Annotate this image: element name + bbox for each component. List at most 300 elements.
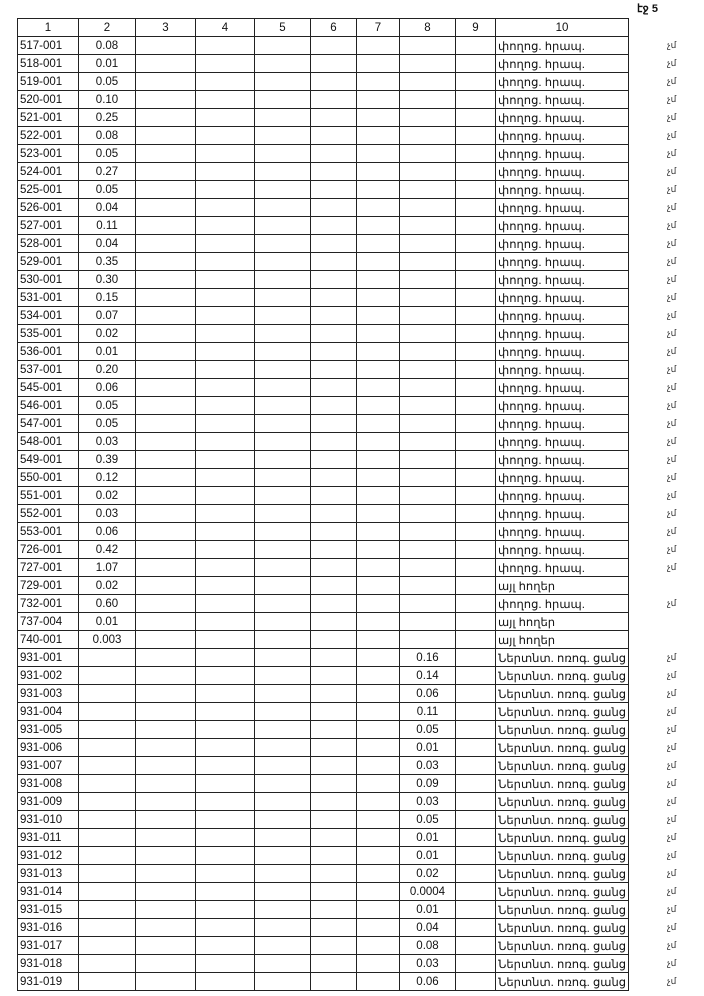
margin-note: չմ (667, 670, 677, 680)
land-parcel-table (17, 18, 629, 991)
cell-col-6 (311, 55, 357, 73)
cell-col-9 (456, 721, 496, 739)
cell-col-3 (136, 847, 196, 865)
cell-col-4 (196, 541, 255, 559)
cell-col-1: 527-001 (18, 217, 79, 235)
table-row (18, 595, 629, 613)
cell-col-6 (311, 811, 357, 829)
cell-col-10: փողոց. հրապ. (496, 451, 629, 469)
cell-col-8 (400, 505, 456, 523)
margin-note: չմ (667, 238, 677, 248)
cell-col-4 (196, 307, 255, 325)
cell-col-2: 0.27 (79, 163, 136, 181)
cell-col-2: 0.06 (79, 379, 136, 397)
cell-col-1: 931-015 (18, 901, 79, 919)
cell-col-3 (136, 469, 196, 487)
cell-col-5 (255, 55, 311, 73)
cell-col-6 (311, 523, 357, 541)
cell-col-9 (456, 487, 496, 505)
column-header-3: 3 (136, 19, 196, 37)
cell-col-7 (357, 955, 400, 973)
cell-col-8: 0.01 (400, 829, 456, 847)
cell-col-9 (456, 199, 496, 217)
cell-col-9 (456, 73, 496, 91)
cell-col-6 (311, 559, 357, 577)
cell-col-2 (79, 847, 136, 865)
cell-col-1: 548-001 (18, 433, 79, 451)
column-header-4: 4 (196, 19, 255, 37)
cell-col-2: 0.02 (79, 577, 136, 595)
cell-col-10: փողոց. հրապ. (496, 433, 629, 451)
cell-col-3 (136, 361, 196, 379)
cell-col-9 (456, 559, 496, 577)
cell-col-1: 931-011 (18, 829, 79, 847)
cell-col-8 (400, 361, 456, 379)
cell-col-4 (196, 325, 255, 343)
cell-col-10: Ներտնտ. ոռոգ. ցանց (496, 721, 629, 739)
margin-note: չմ (667, 364, 677, 374)
cell-col-7 (357, 757, 400, 775)
cell-col-6 (311, 271, 357, 289)
cell-col-1: 545-001 (18, 379, 79, 397)
cell-col-8 (400, 73, 456, 91)
cell-col-4 (196, 109, 255, 127)
table-row (18, 847, 629, 865)
cell-col-1: 523-001 (18, 145, 79, 163)
table-row (18, 73, 629, 91)
cell-col-4 (196, 235, 255, 253)
cell-col-1: 521-001 (18, 109, 79, 127)
cell-col-2 (79, 919, 136, 937)
table-row (18, 883, 629, 901)
cell-col-7 (357, 37, 400, 55)
margin-note: չմ (667, 292, 677, 302)
cell-col-6 (311, 901, 357, 919)
cell-col-1: 740-001 (18, 631, 79, 649)
table-row (18, 613, 629, 631)
header-row (18, 19, 629, 37)
cell-col-5 (255, 757, 311, 775)
cell-col-2 (79, 955, 136, 973)
cell-col-2 (79, 775, 136, 793)
cell-col-10: այլ հողեր (496, 577, 629, 595)
cell-col-3 (136, 793, 196, 811)
cell-col-5 (255, 721, 311, 739)
cell-col-6 (311, 289, 357, 307)
cell-col-5 (255, 595, 311, 613)
cell-col-5 (255, 91, 311, 109)
cell-col-8 (400, 631, 456, 649)
cell-col-10: Ներտնտ. ոռոգ. ցանց (496, 739, 629, 757)
cell-col-9 (456, 505, 496, 523)
cell-col-1: 553-001 (18, 523, 79, 541)
margin-note: չմ (667, 904, 677, 914)
margin-note: չմ (667, 202, 677, 212)
table-row (18, 721, 629, 739)
margin-note: չմ (667, 868, 677, 878)
margin-note: չմ (667, 508, 677, 518)
cell-col-1: 931-016 (18, 919, 79, 937)
cell-col-5 (255, 109, 311, 127)
column-header-5: 5 (255, 19, 311, 37)
table-row (18, 937, 629, 955)
cell-col-8: 0.02 (400, 865, 456, 883)
cell-col-1: 727-001 (18, 559, 79, 577)
cell-col-6 (311, 253, 357, 271)
cell-col-8 (400, 469, 456, 487)
cell-col-10: Ներտնտ. ոռոգ. ցանց (496, 829, 629, 847)
table-row (18, 865, 629, 883)
table-row (18, 163, 629, 181)
cell-col-3 (136, 217, 196, 235)
cell-col-1: 524-001 (18, 163, 79, 181)
cell-col-7 (357, 865, 400, 883)
cell-col-1: 518-001 (18, 55, 79, 73)
table-row (18, 433, 629, 451)
margin-note: չմ (667, 706, 677, 716)
cell-col-1: 519-001 (18, 73, 79, 91)
cell-col-8: 0.06 (400, 973, 456, 991)
cell-col-7 (357, 487, 400, 505)
cell-col-6 (311, 649, 357, 667)
table-row (18, 91, 629, 109)
cell-col-7 (357, 559, 400, 577)
margin-note: չմ (667, 274, 677, 284)
cell-col-9 (456, 811, 496, 829)
cell-col-3 (136, 649, 196, 667)
cell-col-4 (196, 955, 255, 973)
cell-col-2: 0.01 (79, 55, 136, 73)
cell-col-9 (456, 775, 496, 793)
cell-col-2 (79, 883, 136, 901)
cell-col-7 (357, 397, 400, 415)
cell-col-3 (136, 973, 196, 991)
cell-col-5 (255, 577, 311, 595)
cell-col-9 (456, 901, 496, 919)
cell-col-4 (196, 649, 255, 667)
margin-note: չմ (667, 958, 677, 968)
margin-note: չմ (667, 328, 677, 338)
cell-col-9 (456, 937, 496, 955)
cell-col-6 (311, 667, 357, 685)
cell-col-8 (400, 127, 456, 145)
cell-col-4 (196, 865, 255, 883)
cell-col-7 (357, 739, 400, 757)
margin-note: չմ (667, 112, 677, 122)
cell-col-5 (255, 775, 311, 793)
cell-col-6 (311, 613, 357, 631)
cell-col-4 (196, 181, 255, 199)
cell-col-4 (196, 379, 255, 397)
cell-col-5 (255, 505, 311, 523)
cell-col-6 (311, 757, 357, 775)
cell-col-1: 551-001 (18, 487, 79, 505)
cell-col-9 (456, 379, 496, 397)
cell-col-2: 0.05 (79, 145, 136, 163)
cell-col-1: 931-012 (18, 847, 79, 865)
cell-col-3 (136, 199, 196, 217)
cell-col-4 (196, 523, 255, 541)
margin-note: չմ (667, 130, 677, 140)
cell-col-4 (196, 739, 255, 757)
cell-col-10: Ներտնտ. ոռոգ. ցանց (496, 883, 629, 901)
cell-col-5 (255, 451, 311, 469)
cell-col-5 (255, 919, 311, 937)
cell-col-1: 517-001 (18, 37, 79, 55)
cell-col-4 (196, 433, 255, 451)
cell-col-1: 549-001 (18, 451, 79, 469)
cell-col-8 (400, 613, 456, 631)
cell-col-7 (357, 469, 400, 487)
cell-col-1: 931-002 (18, 667, 79, 685)
cell-col-7 (357, 883, 400, 901)
cell-col-6 (311, 721, 357, 739)
cell-col-5 (255, 649, 311, 667)
cell-col-3 (136, 307, 196, 325)
cell-col-7 (357, 289, 400, 307)
cell-col-6 (311, 685, 357, 703)
cell-col-9 (456, 271, 496, 289)
cell-col-4 (196, 145, 255, 163)
cell-col-3 (136, 937, 196, 955)
cell-col-2: 0.01 (79, 613, 136, 631)
cell-col-4 (196, 397, 255, 415)
cell-col-6 (311, 109, 357, 127)
cell-col-10: Ներտնտ. ոռոգ. ցանց (496, 901, 629, 919)
table-row (18, 307, 629, 325)
cell-col-5 (255, 685, 311, 703)
cell-col-5 (255, 703, 311, 721)
cell-col-8 (400, 163, 456, 181)
cell-col-2: 0.04 (79, 235, 136, 253)
column-header-6: 6 (311, 19, 357, 37)
cell-col-4 (196, 163, 255, 181)
cell-col-6 (311, 127, 357, 145)
table-row (18, 541, 629, 559)
cell-col-4 (196, 199, 255, 217)
cell-col-7 (357, 631, 400, 649)
cell-col-7 (357, 217, 400, 235)
margin-note: չմ (667, 40, 677, 50)
cell-col-3 (136, 91, 196, 109)
cell-col-8: 0.01 (400, 901, 456, 919)
cell-col-7 (357, 235, 400, 253)
cell-col-3 (136, 271, 196, 289)
cell-col-2: 0.07 (79, 307, 136, 325)
cell-col-9 (456, 739, 496, 757)
cell-col-2 (79, 721, 136, 739)
cell-col-5 (255, 883, 311, 901)
cell-col-8 (400, 559, 456, 577)
cell-col-9 (456, 235, 496, 253)
cell-col-4 (196, 91, 255, 109)
cell-col-8: 0.11 (400, 703, 456, 721)
cell-col-3 (136, 559, 196, 577)
cell-col-4 (196, 811, 255, 829)
cell-col-10: Ներտնտ. ոռոգ. ցանց (496, 811, 629, 829)
cell-col-6 (311, 451, 357, 469)
cell-col-2 (79, 757, 136, 775)
cell-col-2: 0.11 (79, 217, 136, 235)
cell-col-2 (79, 937, 136, 955)
cell-col-10: փողոց. հրապ. (496, 91, 629, 109)
cell-col-9 (456, 145, 496, 163)
cell-col-5 (255, 145, 311, 163)
cell-col-10: փողոց. հրապ. (496, 163, 629, 181)
margin-note: չմ (667, 310, 677, 320)
cell-col-8: 0.08 (400, 937, 456, 955)
cell-col-3 (136, 613, 196, 631)
cell-col-2 (79, 649, 136, 667)
cell-col-8: 0.05 (400, 721, 456, 739)
table-row (18, 253, 629, 271)
cell-col-1: 737-004 (18, 613, 79, 631)
cell-col-8 (400, 55, 456, 73)
cell-col-6 (311, 775, 357, 793)
cell-col-10: փողոց. հրապ. (496, 199, 629, 217)
cell-col-7 (357, 325, 400, 343)
cell-col-9 (456, 955, 496, 973)
cell-col-1: 931-010 (18, 811, 79, 829)
cell-col-6 (311, 343, 357, 361)
column-header-8: 8 (400, 19, 456, 37)
margin-note: չմ (667, 220, 677, 230)
cell-col-8: 0.05 (400, 811, 456, 829)
cell-col-9 (456, 289, 496, 307)
cell-col-10: փողոց. հրապ. (496, 343, 629, 361)
cell-col-1: 547-001 (18, 415, 79, 433)
cell-col-5 (255, 559, 311, 577)
cell-col-9 (456, 253, 496, 271)
cell-col-4 (196, 667, 255, 685)
cell-col-6 (311, 91, 357, 109)
cell-col-10: Ներտնտ. ոռոգ. ցանց (496, 847, 629, 865)
cell-col-2 (79, 973, 136, 991)
cell-col-4 (196, 559, 255, 577)
cell-col-7 (357, 523, 400, 541)
cell-col-10: Ներտնտ. ոռոգ. ցանց (496, 775, 629, 793)
cell-col-5 (255, 667, 311, 685)
table-row (18, 451, 629, 469)
column-header-10: 10 (496, 19, 629, 37)
cell-col-3 (136, 145, 196, 163)
cell-col-7 (357, 145, 400, 163)
table-row (18, 577, 629, 595)
cell-col-1: 536-001 (18, 343, 79, 361)
cell-col-6 (311, 199, 357, 217)
cell-col-5 (255, 937, 311, 955)
cell-col-10: փողոց. հրապ. (496, 145, 629, 163)
cell-col-10: Ներտնտ. ոռոգ. ցանց (496, 793, 629, 811)
cell-col-2: 0.30 (79, 271, 136, 289)
cell-col-8 (400, 109, 456, 127)
cell-col-2: 0.03 (79, 433, 136, 451)
cell-col-5 (255, 343, 311, 361)
cell-col-9 (456, 217, 496, 235)
cell-col-4 (196, 73, 255, 91)
cell-col-10: փողոց. հրապ. (496, 415, 629, 433)
cell-col-10: Ներտնտ. ոռոգ. ցանց (496, 703, 629, 721)
cell-col-4 (196, 793, 255, 811)
table-row (18, 829, 629, 847)
cell-col-6 (311, 703, 357, 721)
cell-col-10: Ներտնտ. ոռոգ. ցանց (496, 937, 629, 955)
cell-col-4 (196, 253, 255, 271)
cell-col-5 (255, 901, 311, 919)
table-row (18, 217, 629, 235)
cell-col-7 (357, 829, 400, 847)
cell-col-8 (400, 253, 456, 271)
column-header-7: 7 (357, 19, 400, 37)
cell-col-8: 0.09 (400, 775, 456, 793)
cell-col-8 (400, 415, 456, 433)
cell-col-4 (196, 577, 255, 595)
table-row (18, 559, 629, 577)
cell-col-5 (255, 811, 311, 829)
margin-note: չմ (667, 490, 677, 500)
cell-col-2 (79, 685, 136, 703)
cell-col-2: 0.35 (79, 253, 136, 271)
cell-col-5 (255, 199, 311, 217)
cell-col-10: փողոց. հրապ. (496, 487, 629, 505)
margin-note: չմ (667, 850, 677, 860)
cell-col-9 (456, 685, 496, 703)
margin-note: չմ (667, 526, 677, 536)
cell-col-3 (136, 883, 196, 901)
margin-note: չմ (667, 562, 677, 572)
cell-col-4 (196, 703, 255, 721)
cell-col-5 (255, 325, 311, 343)
cell-col-9 (456, 415, 496, 433)
cell-col-1: 520-001 (18, 91, 79, 109)
cell-col-3 (136, 775, 196, 793)
cell-col-1: 535-001 (18, 325, 79, 343)
table-row (18, 649, 629, 667)
cell-col-9 (456, 451, 496, 469)
cell-col-7 (357, 253, 400, 271)
column-header-2: 2 (79, 19, 136, 37)
cell-col-5 (255, 541, 311, 559)
margin-note: չմ (667, 796, 677, 806)
cell-col-8 (400, 181, 456, 199)
cell-col-6 (311, 847, 357, 865)
margin-note: չմ (667, 184, 677, 194)
cell-col-6 (311, 829, 357, 847)
margin-note: չմ (667, 778, 677, 788)
cell-col-2: 0.003 (79, 631, 136, 649)
cell-col-9 (456, 523, 496, 541)
cell-col-3 (136, 55, 196, 73)
cell-col-2 (79, 829, 136, 847)
cell-col-7 (357, 577, 400, 595)
cell-col-6 (311, 955, 357, 973)
cell-col-1: 931-003 (18, 685, 79, 703)
cell-col-8 (400, 433, 456, 451)
cell-col-8 (400, 451, 456, 469)
cell-col-4 (196, 919, 255, 937)
cell-col-8: 0.03 (400, 955, 456, 973)
cell-col-7 (357, 307, 400, 325)
cell-col-7 (357, 127, 400, 145)
cell-col-4 (196, 613, 255, 631)
cell-col-6 (311, 307, 357, 325)
cell-col-1: 550-001 (18, 469, 79, 487)
cell-col-1: 531-001 (18, 289, 79, 307)
cell-col-8: 0.16 (400, 649, 456, 667)
cell-col-6 (311, 973, 357, 991)
cell-col-3 (136, 451, 196, 469)
cell-col-3 (136, 955, 196, 973)
